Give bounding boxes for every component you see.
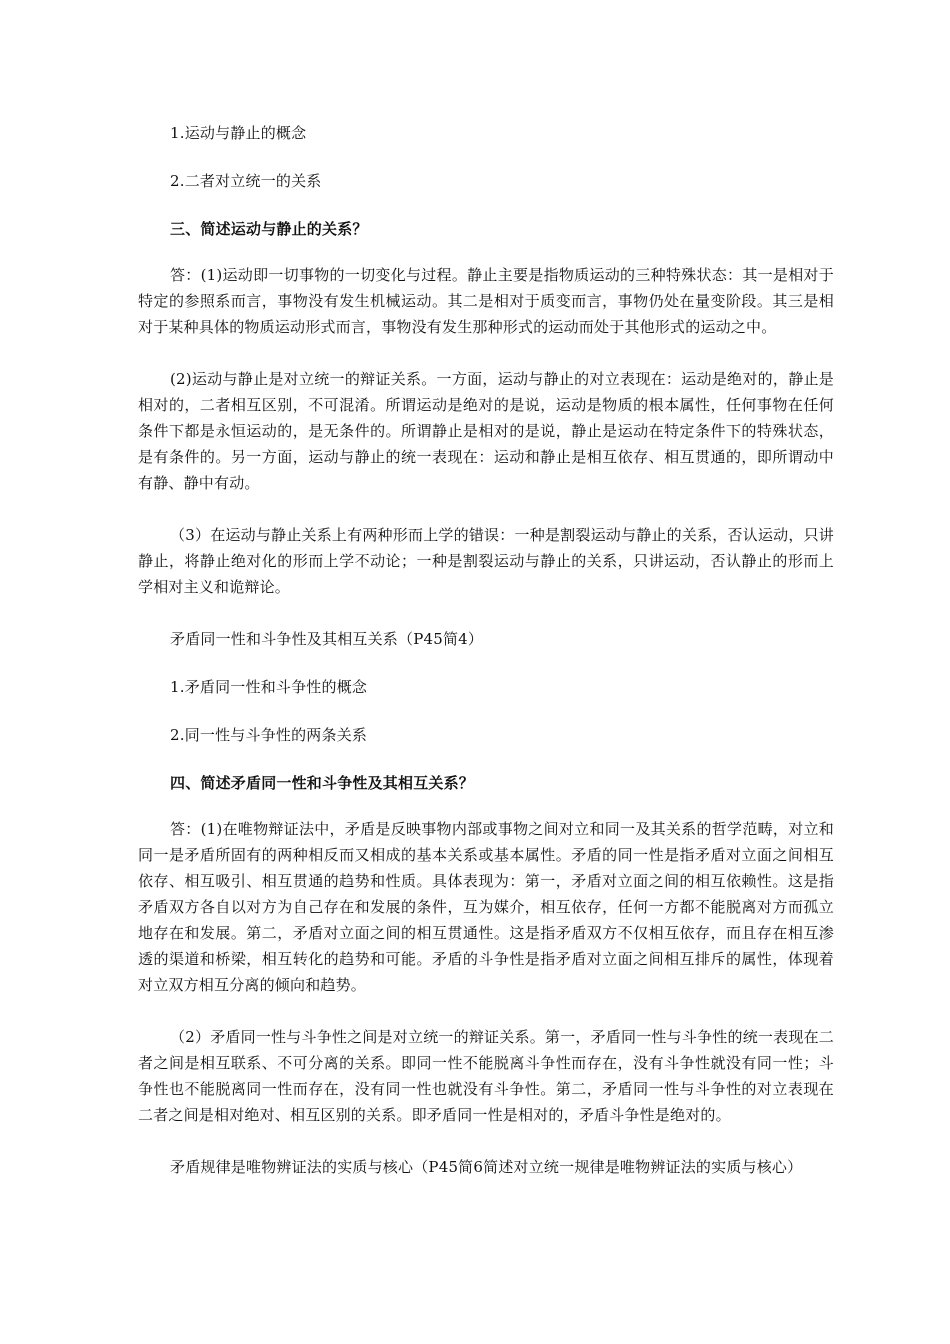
outline-item-unity-relation: 2.二者对立统一的关系 xyxy=(170,172,322,190)
answer-paragraph-1: 答：(1)运动即一切事物的一切变化与过程。静止主要是指物质运动的三种特殊状态：其一是相对于特定的参照系而言，事物没有发生机械运动。其二是相对于质变而言，事物仍处在量变阶段。其三是相对于某种具体的物质运动形式而言，事物没有发生那种形式的运动而处于其他形式的运动之中。 xyxy=(138,266,834,336)
outline-item-two-relations: 2.同一性与斗争性的两条关系 xyxy=(170,726,368,744)
answer-paragraph-2: (2)运动与静止是对立统一的辩证关系。一方面，运动与静止的对立表现在：运动是绝对的，静止是相对的，二者相互区别，不可混淆。所谓运动是绝对的是说，运动是物质的根本属性，任何事物在任何条件下都是永恒运动的，是无条件的。所谓静止是相对的是说，静止是运动在特定条件下的特殊状态，是有条件的。另一方面，运动与静止的统一表现在：运动和静止是相互依存、相互贯通的，即所谓动中有静、静中有动。 xyxy=(138,370,834,492)
section-heading-3: 三、简述运动与静止的关系？ xyxy=(170,220,368,238)
answer-paragraph-4: 答：(1)在唯物辩证法中，矛盾是反映事物内部或事物之间对立和同一及其关系的哲学范畴，对立和同一是矛盾所固有的两种相反而又相成的基本关系或基本属性。矛盾的同一性是指矛盾对立面之间相互依存、相互吸引、相互贯通的趋势和性质。具体表现为：第一，矛盾对立面之间的相互依赖性。这是指矛盾双方各自以对方为自己存在和发展的条件，互为媒介，相互依存，任何一方都不能脱离对方而孤立地存在和发展。第二，矛盾对立面之间的相互贯通性。这是指矛盾双方不仅相互依存，而且存在相互渗透的渠道和桥梁，相互转化的趋势和可能。矛盾的斗争性是指矛盾对立面之间相互排斥的属性，体现着对立双方相互分离的倾向和趋势。 xyxy=(138,820,834,994)
topic-line-contradiction-law: 矛盾规律是唯物辨证法的实质与核心（P45简6简述对立统一规律是唯物辨证法的实质与核心） xyxy=(170,1158,803,1176)
answer-paragraph-3: （3）在运动与静止关系上有两种形而上学的错误：一种是割裂运动与静止的关系，否认运动，只讲静止，将静止绝对化的形而上学不动论；一种是割裂运动与静止的关系，只讲运动，否认静止的形而上学相对主义和诡辩论。 xyxy=(138,526,834,596)
outline-item-identity-concept: 1.矛盾同一性和斗争性的概念 xyxy=(170,678,368,696)
document-body xyxy=(138,120,834,1206)
outline-item-motion-concept: 1.运动与静止的概念 xyxy=(170,124,307,142)
section-heading-4: 四、简述矛盾同一性和斗争性及其相互关系？ xyxy=(170,774,475,792)
topic-line-contradiction: 矛盾同一性和斗争性及其相互关系（P45简4） xyxy=(170,630,484,648)
answer-paragraph-5: （2）矛盾同一性与斗争性之间是对立统一的辩证关系。第一，矛盾同一性与斗争性的统一表现在二者之间是相互联系、不可分离的关系。即同一性不能脱离斗争性而存在，没有斗争性就没有同一性；斗争性也不能脱离同一性而存在，没有同一性也就没有斗争性。第二，矛盾同一性与斗争性的对立表现在二者之间是相对绝对、相互区别的关系。即矛盾同一性是相对的，矛盾斗争性是绝对的。 xyxy=(138,1028,834,1124)
